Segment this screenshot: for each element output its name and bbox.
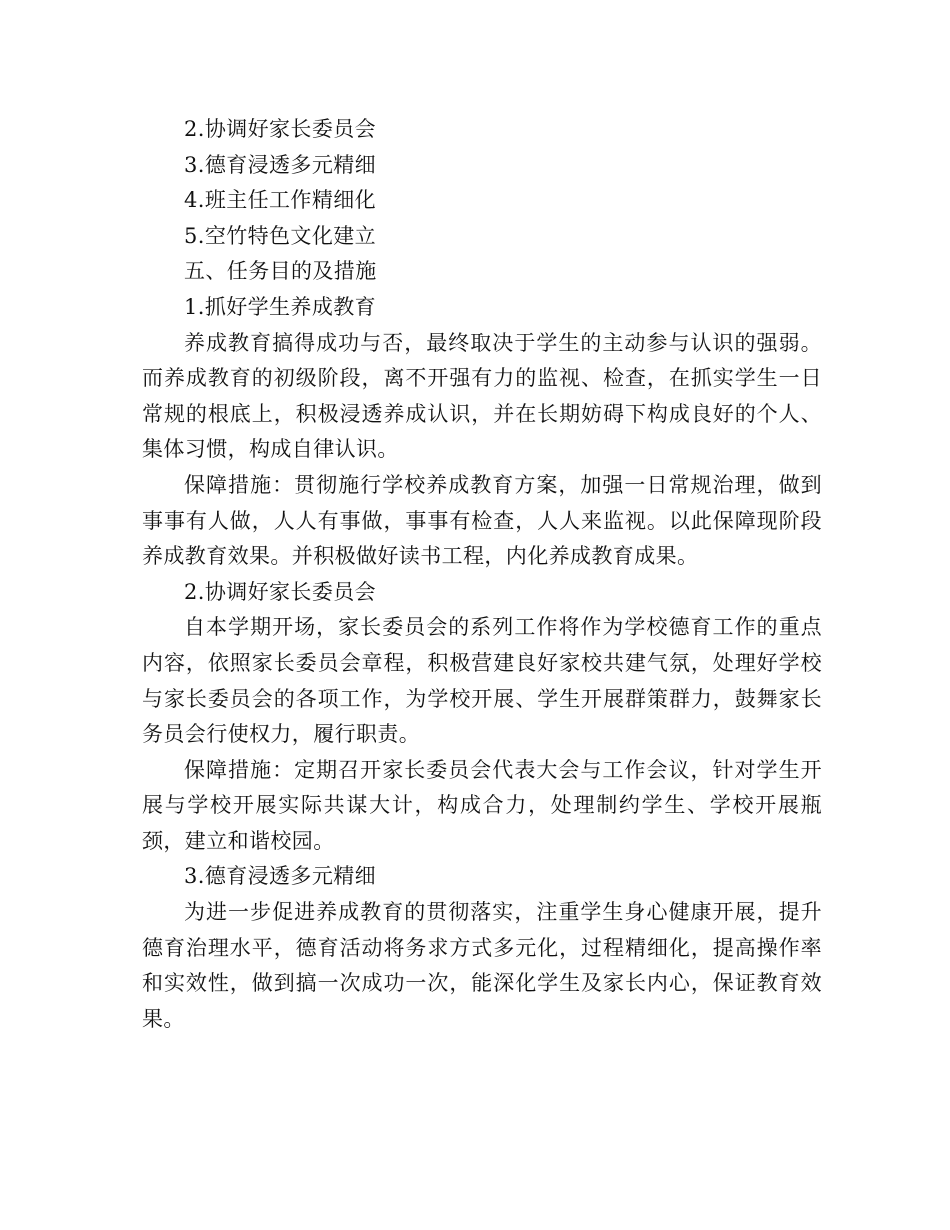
paragraph-parent-committee: 自本学期开场，家长委员会的系列工作将作为学校德育工作的重点内容，依照家长委员会章程，积极营建良好家校共建气氛，处理好学校与家长委员会的各项工作，为学校开展、学生开展群策群力，鼓舞家长务员会行使权力，履行职责。	[142, 615, 822, 747]
section-heading: 五、任务目的及措施	[184, 259, 377, 284]
list-item-2: 2.协调好家长委员会	[184, 117, 377, 141]
list-item-3: 3.德育浸透多元精细	[184, 152, 377, 177]
subheading-2: 2.协调好家长委员会	[184, 579, 377, 604]
document-body	[142, 112, 822, 1037]
paragraph-moral-education: 为进一步促进养成教育的贯彻落实，注重学生身心健康开展，提升德育治理水平，德育活动将务求方式多元化，过程精细化，提高操作率和实效性，做到搞一次成功一次，能深化学生及家长内心，保证教育效果。	[142, 900, 822, 1031]
subheading-1: 1.抓好学生养成教育	[184, 294, 377, 319]
paragraph-habit-education: 养成教育搞得成功与否，最终取决于学生的主动参与认识的强弱。而养成教育的初级阶段，离不开强有力的监视、检查，在抓实学生一日常规的根底上，积极浸透养成认识，并在长期妨碍下构成良好的个人、集体习惯，构成自律认识。	[142, 330, 822, 462]
list-item-4: 4.班主任工作精细化	[184, 188, 377, 213]
paragraph-committee-measures: 保障措施：定期召开家长委员会代表大会与工作会议，针对学生开展与学校开展实际共谋大计，构成合力，处理制约学生、学校开展瓶颈，建立和谐校园。	[142, 757, 822, 853]
subheading-3: 3.德育浸透多元精细	[184, 864, 377, 889]
list-item-5: 5.空竹特色文化建立	[184, 223, 377, 248]
paragraph-habit-measures: 保障措施：贯彻施行学校养成教育方案，加强一日常规治理，做到事事有人做，人人有事做，事事有检查，人人来监视。以此保障现阶段养成教育效果。并积极做好读书工程，内化养成教育成果。	[142, 472, 822, 569]
